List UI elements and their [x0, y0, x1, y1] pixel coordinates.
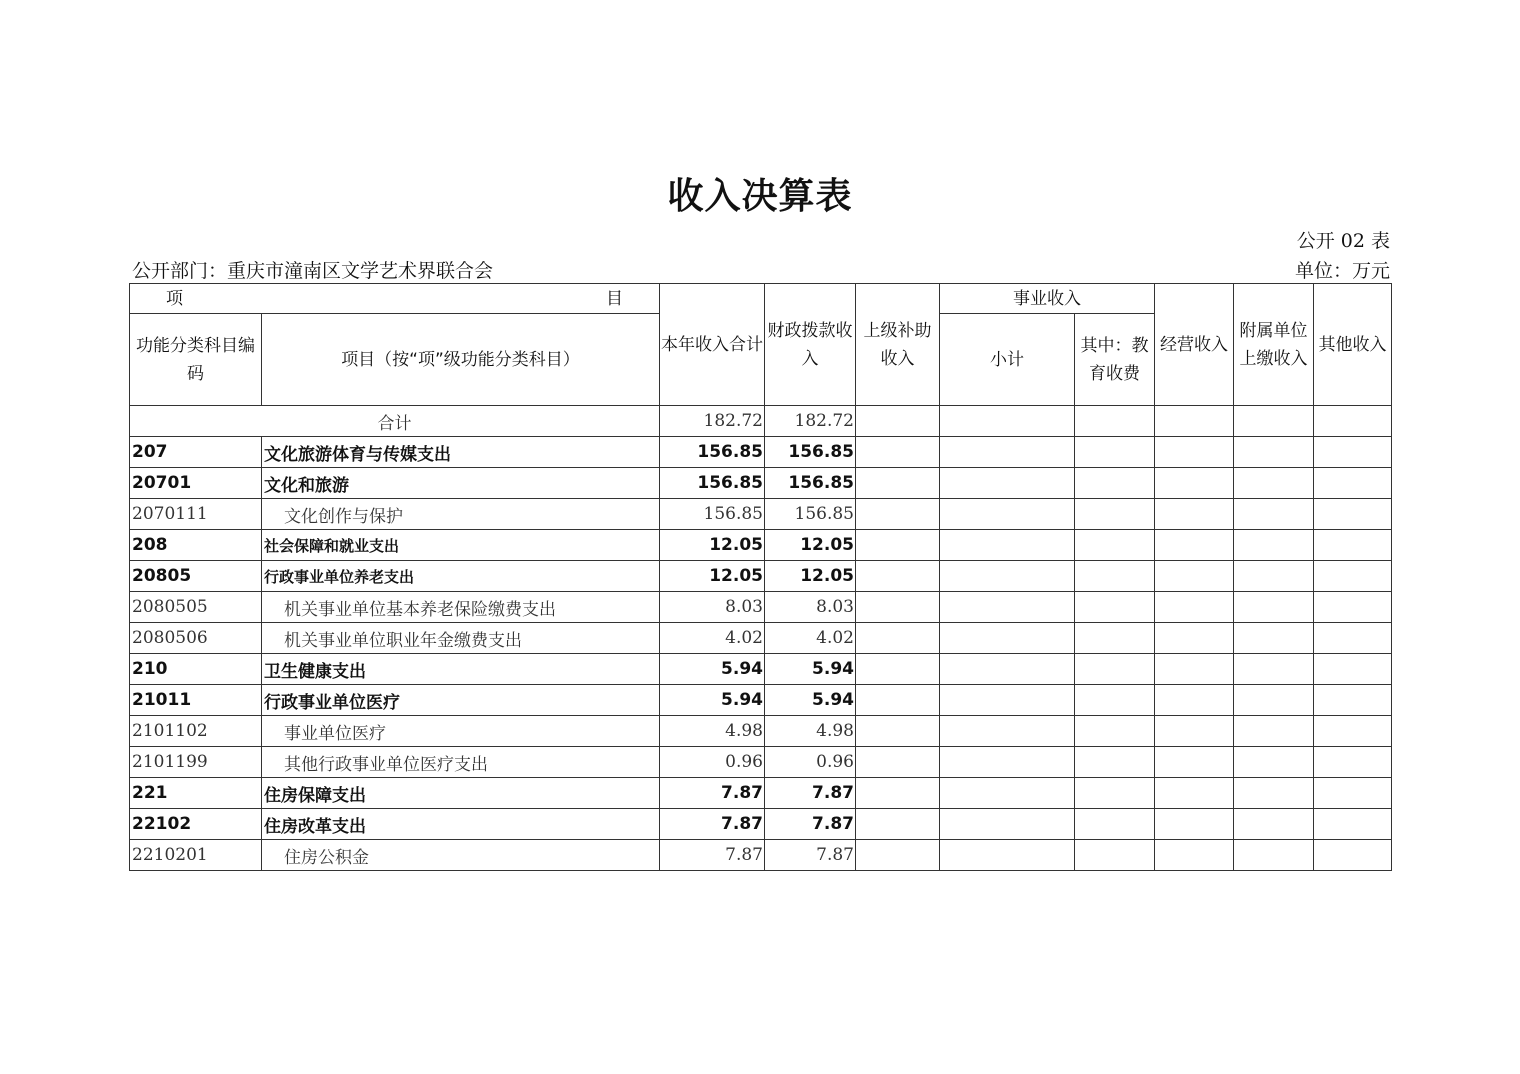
empty-cell [1075, 437, 1155, 468]
empty-cell [940, 840, 1075, 871]
empty-cell [940, 468, 1075, 499]
table-row [130, 685, 1392, 716]
empty-cell [1075, 654, 1155, 685]
business-header: 事业收入 [940, 284, 1155, 314]
name-cell: 其他行政事业单位医疗支出 [262, 747, 660, 778]
empty-cell [940, 685, 1075, 716]
empty-cell [1075, 530, 1155, 561]
department-label: 公开部门：重庆市潼南区文学艺术界联合会 [132, 260, 494, 282]
fiscal-cell: 8.03 [765, 592, 856, 623]
empty-cell [1234, 530, 1314, 561]
code-cell: 21011 [130, 685, 262, 716]
total-cell: 0.96 [660, 747, 765, 778]
fiscal-cell: 7.87 [765, 809, 856, 840]
total-row [130, 406, 1392, 437]
code-cell: 2080506 [130, 623, 262, 654]
code-cell: 2080505 [130, 592, 262, 623]
empty-cell [1075, 778, 1155, 809]
empty-cell [940, 499, 1075, 530]
name-cell: 机关事业单位基本养老保险缴费支出 [262, 592, 660, 623]
empty-cell [856, 716, 940, 747]
empty-cell [1314, 406, 1392, 437]
subtotal-header: 小计 [940, 314, 1075, 406]
name-cell: 文化创作与保护 [262, 499, 660, 530]
name-cell: 行政事业单位医疗 [262, 685, 660, 716]
table-row [130, 499, 1392, 530]
empty-cell [1234, 437, 1314, 468]
empty-cell [940, 530, 1075, 561]
empty-cell [1234, 592, 1314, 623]
total-cell: 156.85 [660, 499, 765, 530]
name-cell: 住房保障支出 [262, 778, 660, 809]
superior-header: 上级补助收入 [856, 284, 940, 406]
empty-cell [856, 437, 940, 468]
empty-cell [1314, 499, 1392, 530]
empty-cell [1075, 468, 1155, 499]
table-row [130, 747, 1392, 778]
total-cell: 7.87 [660, 809, 765, 840]
empty-cell [1155, 809, 1234, 840]
empty-cell [856, 406, 940, 437]
table-row [130, 623, 1392, 654]
empty-cell [1155, 561, 1234, 592]
operating-header: 经营收入 [1155, 284, 1234, 406]
empty-cell [856, 499, 940, 530]
empty-cell [1234, 654, 1314, 685]
total-header: 本年收入合计 [660, 284, 765, 406]
table-row [130, 809, 1392, 840]
fiscal-cell: 4.98 [765, 716, 856, 747]
empty-cell [1075, 685, 1155, 716]
empty-cell [940, 592, 1075, 623]
empty-cell [1155, 592, 1234, 623]
code-cell: 207 [130, 437, 262, 468]
code-cell: 22102 [130, 809, 262, 840]
name-cell: 卫生健康支出 [262, 654, 660, 685]
empty-cell [1314, 654, 1392, 685]
empty-cell [856, 840, 940, 871]
table-row [130, 778, 1392, 809]
total-cell: 5.94 [660, 654, 765, 685]
affiliated-header: 附属单位上缴收入 [1234, 284, 1314, 406]
empty-cell [1155, 623, 1234, 654]
total-cell: 4.98 [660, 716, 765, 747]
total-cell: 12.05 [660, 561, 765, 592]
empty-cell [1075, 406, 1155, 437]
empty-cell [1075, 561, 1155, 592]
empty-cell [1234, 716, 1314, 747]
total-row-fiscal: 182.72 [765, 406, 856, 437]
empty-cell [856, 809, 940, 840]
empty-cell [1234, 468, 1314, 499]
fiscal-header: 财政拨款收入 [765, 284, 856, 406]
total-cell: 5.94 [660, 685, 765, 716]
empty-cell [1155, 654, 1234, 685]
fiscal-cell: 4.02 [765, 623, 856, 654]
empty-cell [1075, 499, 1155, 530]
empty-cell [1314, 778, 1392, 809]
name-cell: 文化和旅游 [262, 468, 660, 499]
name-header: 项目（按“项”级功能分类科目） [262, 314, 660, 406]
empty-cell [1155, 499, 1234, 530]
other-header: 其他收入 [1314, 284, 1392, 406]
fiscal-cell: 156.85 [765, 437, 856, 468]
empty-cell [1155, 406, 1234, 437]
total-cell: 7.87 [660, 778, 765, 809]
item-header [130, 284, 660, 314]
fiscal-cell: 12.05 [765, 530, 856, 561]
empty-cell [1234, 561, 1314, 592]
table-row [130, 716, 1392, 747]
name-cell: 机关事业单位职业年金缴费支出 [262, 623, 660, 654]
empty-cell [1075, 809, 1155, 840]
empty-cell [1075, 623, 1155, 654]
empty-cell [1234, 499, 1314, 530]
total-cell: 8.03 [660, 592, 765, 623]
empty-cell [1155, 716, 1234, 747]
empty-cell [1314, 437, 1392, 468]
empty-cell [856, 592, 940, 623]
name-cell: 事业单位医疗 [262, 716, 660, 747]
code-cell: 2101102 [130, 716, 262, 747]
total-cell: 4.02 [660, 623, 765, 654]
unit-label: 单位：万元 [1294, 260, 1390, 282]
code-header: 功能分类科目编码 [130, 314, 262, 406]
item-header-right: 目 [606, 288, 623, 309]
empty-cell [1234, 623, 1314, 654]
name-cell: 社会保障和就业支出 [262, 530, 660, 561]
empty-cell [856, 530, 940, 561]
empty-cell [856, 778, 940, 809]
table-row [130, 468, 1392, 499]
empty-cell [1234, 778, 1314, 809]
code-cell: 20701 [130, 468, 262, 499]
name-cell: 行政事业单位养老支出 [262, 561, 660, 592]
income-table [129, 283, 1392, 871]
empty-cell [940, 437, 1075, 468]
empty-cell [1234, 747, 1314, 778]
empty-cell [1314, 468, 1392, 499]
code-cell: 2101199 [130, 747, 262, 778]
item-header-left: 项 [166, 288, 183, 309]
empty-cell [1314, 685, 1392, 716]
table-row [130, 437, 1392, 468]
code-cell: 221 [130, 778, 262, 809]
empty-cell [940, 561, 1075, 592]
empty-cell [1155, 468, 1234, 499]
empty-cell [856, 468, 940, 499]
empty-cell [940, 778, 1075, 809]
empty-cell [1155, 685, 1234, 716]
empty-cell [940, 716, 1075, 747]
name-cell: 文化旅游体育与传媒支出 [262, 437, 660, 468]
empty-cell [1234, 406, 1314, 437]
fiscal-cell: 156.85 [765, 499, 856, 530]
total-cell: 156.85 [660, 437, 765, 468]
code-cell: 20805 [130, 561, 262, 592]
empty-cell [856, 747, 940, 778]
fiscal-cell: 5.94 [765, 654, 856, 685]
code-cell: 210 [130, 654, 262, 685]
empty-cell [1314, 747, 1392, 778]
empty-cell [940, 809, 1075, 840]
empty-cell [1075, 716, 1155, 747]
empty-cell [1075, 840, 1155, 871]
empty-cell [1155, 530, 1234, 561]
fiscal-cell: 156.85 [765, 468, 856, 499]
table-row [130, 654, 1392, 685]
empty-cell [1234, 685, 1314, 716]
empty-cell [1234, 809, 1314, 840]
fiscal-cell: 0.96 [765, 747, 856, 778]
empty-cell [940, 623, 1075, 654]
empty-cell [1314, 840, 1392, 871]
empty-cell [1314, 809, 1392, 840]
empty-cell [856, 654, 940, 685]
fiscal-cell: 12.05 [765, 561, 856, 592]
total-cell: 156.85 [660, 468, 765, 499]
total-row-total: 182.72 [660, 406, 765, 437]
table-row [130, 561, 1392, 592]
empty-cell [1314, 716, 1392, 747]
empty-cell [1314, 623, 1392, 654]
empty-cell [1075, 747, 1155, 778]
empty-cell [1314, 561, 1392, 592]
name-cell: 住房改革支出 [262, 809, 660, 840]
empty-cell [940, 654, 1075, 685]
empty-cell [1155, 778, 1234, 809]
table-row [130, 840, 1392, 871]
empty-cell [1234, 840, 1314, 871]
empty-cell [940, 747, 1075, 778]
table-number: 公开 02 表 [1296, 230, 1390, 252]
table-row [130, 592, 1392, 623]
total-row-label: 合计 [130, 406, 660, 437]
empty-cell [1155, 437, 1234, 468]
page-title: 收入决算表 [667, 176, 853, 217]
empty-cell [856, 561, 940, 592]
code-cell: 208 [130, 530, 262, 561]
code-cell: 2070111 [130, 499, 262, 530]
fiscal-cell: 7.87 [765, 778, 856, 809]
fiscal-cell: 7.87 [765, 840, 856, 871]
education-header: 其中：教育收费 [1075, 314, 1155, 406]
total-cell: 12.05 [660, 530, 765, 561]
empty-cell [1155, 747, 1234, 778]
table-row [130, 530, 1392, 561]
total-cell: 7.87 [660, 840, 765, 871]
empty-cell [940, 406, 1075, 437]
empty-cell [1314, 530, 1392, 561]
name-cell: 住房公积金 [262, 840, 660, 871]
empty-cell [1314, 592, 1392, 623]
empty-cell [856, 685, 940, 716]
empty-cell [1155, 840, 1234, 871]
fiscal-cell: 5.94 [765, 685, 856, 716]
code-cell: 2210201 [130, 840, 262, 871]
empty-cell [1075, 592, 1155, 623]
empty-cell [856, 623, 940, 654]
